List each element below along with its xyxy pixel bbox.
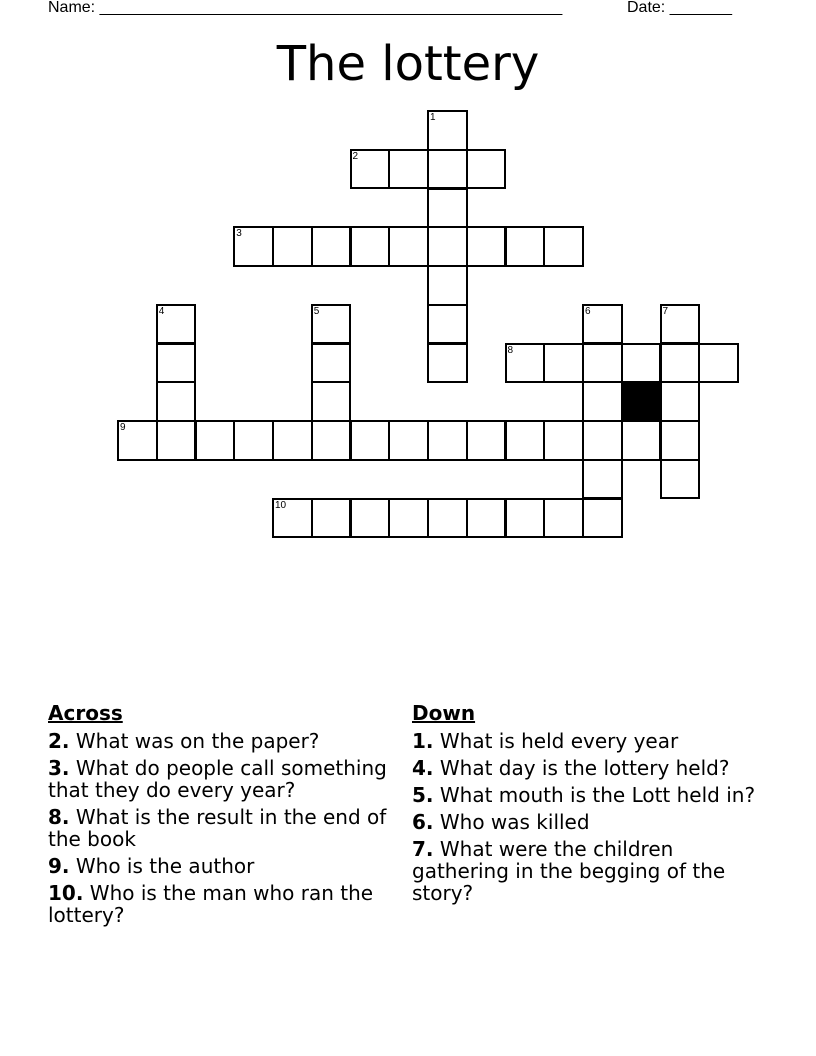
clue-number-label: 9 xyxy=(120,422,126,433)
date-field-label: Date: _______ xyxy=(627,0,732,16)
grid-cell[interactable] xyxy=(466,226,507,267)
grid-cell[interactable] xyxy=(621,343,662,384)
grid-cell[interactable] xyxy=(543,343,584,384)
grid-cell[interactable] xyxy=(350,420,391,461)
grid-cell[interactable] xyxy=(660,381,701,422)
clue-number: 3. xyxy=(48,756,70,780)
grid-cell[interactable] xyxy=(388,420,429,461)
clue-text: What is held every year xyxy=(433,729,679,753)
grid-cell[interactable] xyxy=(156,381,197,422)
clue-text: Who was killed xyxy=(433,810,590,834)
clue-number: 8. xyxy=(48,805,70,829)
clue-number-label: 1 xyxy=(430,112,436,123)
grid-cell[interactable] xyxy=(272,498,313,539)
grid-cell[interactable] xyxy=(311,381,352,422)
grid-cell-blocked xyxy=(621,381,662,422)
grid-cell[interactable] xyxy=(233,420,274,461)
grid-cell[interactable] xyxy=(427,265,468,306)
grid-cell[interactable] xyxy=(117,420,158,461)
down-clues xyxy=(412,702,757,909)
grid-cell[interactable] xyxy=(505,420,546,461)
grid-cell[interactable] xyxy=(698,343,739,384)
clue-number: 1. xyxy=(412,729,434,753)
grid-cell[interactable] xyxy=(195,420,236,461)
clue-number: 5. xyxy=(412,783,434,807)
grid-cell[interactable] xyxy=(388,226,429,267)
grid-cell[interactable] xyxy=(660,343,701,384)
grid-cell[interactable] xyxy=(582,304,623,345)
grid-cell[interactable] xyxy=(660,304,701,345)
clue-down-6 xyxy=(412,811,757,833)
clue-across-3 xyxy=(48,757,393,801)
clue-number-label: 5 xyxy=(313,305,320,317)
clue-across-2 xyxy=(48,730,393,752)
down-heading: Down xyxy=(412,701,476,725)
clue-down-4 xyxy=(412,757,757,779)
clue-number-label: 8 xyxy=(507,344,514,356)
grid-cell[interactable] xyxy=(427,149,468,190)
grid-cell[interactable] xyxy=(233,226,274,267)
across-heading: Across xyxy=(48,701,123,725)
grid-cell[interactable] xyxy=(466,498,507,539)
grid-cell[interactable] xyxy=(311,304,352,345)
grid-cell[interactable] xyxy=(427,498,468,539)
clue-number: 7. xyxy=(412,837,434,861)
grid-cell[interactable] xyxy=(311,498,352,539)
grid-cell[interactable] xyxy=(427,343,468,384)
clue-text: What mouth is the Lott held in? xyxy=(433,783,756,807)
grid-cell[interactable] xyxy=(427,420,468,461)
clue-across-9 xyxy=(48,855,393,877)
grid-cell[interactable] xyxy=(350,149,391,190)
clue-number-label: 4 xyxy=(158,305,165,317)
clue-number-label: 6 xyxy=(585,305,591,317)
grid-cell[interactable] xyxy=(350,226,391,267)
grid-cell[interactable] xyxy=(621,420,662,461)
across-clues xyxy=(48,702,393,931)
grid-cell[interactable] xyxy=(543,226,584,267)
grid-cell[interactable] xyxy=(660,459,701,500)
grid-cell[interactable] xyxy=(272,420,313,461)
grid-cell[interactable] xyxy=(466,149,507,190)
clue-text: What do people call something that they do every year? xyxy=(48,756,387,802)
clue-number: 10. xyxy=(48,881,84,905)
clue-number: 2. xyxy=(48,729,70,753)
clue-number-label: 10 xyxy=(275,499,287,511)
grid-cell[interactable] xyxy=(427,110,468,151)
grid-cell[interactable] xyxy=(543,498,584,539)
clue-across-10 xyxy=(48,882,393,926)
clue-number: 9. xyxy=(48,854,70,878)
grid-cell[interactable] xyxy=(156,304,197,345)
grid-cell[interactable] xyxy=(272,226,313,267)
grid-cell[interactable] xyxy=(505,498,546,539)
grid-cell[interactable] xyxy=(311,343,352,384)
clue-across-8 xyxy=(48,806,393,850)
clue-down-7 xyxy=(412,838,757,904)
clue-text: What were the children gathering in the begging of the story? xyxy=(412,837,726,905)
grid-cell[interactable] xyxy=(582,459,623,500)
grid-cell[interactable] xyxy=(156,343,197,384)
clue-number-label: 7 xyxy=(662,305,669,317)
grid-cell[interactable] xyxy=(311,420,352,461)
grid-cell[interactable] xyxy=(660,420,701,461)
grid-cell[interactable] xyxy=(388,498,429,539)
clue-number: 6. xyxy=(412,810,434,834)
clue-down-5 xyxy=(412,784,757,806)
grid-cell[interactable] xyxy=(466,420,507,461)
grid-cell[interactable] xyxy=(427,188,468,229)
grid-cell[interactable] xyxy=(543,420,584,461)
clue-down-1 xyxy=(412,730,757,752)
grid-cell[interactable] xyxy=(388,149,429,190)
grid-cell[interactable] xyxy=(505,226,546,267)
grid-cell[interactable] xyxy=(311,226,352,267)
clue-text: What day is the lottery held? xyxy=(433,756,730,780)
clue-number-label: 3 xyxy=(236,228,242,240)
name-field-label: Name: ____________________________________________________ xyxy=(48,0,563,16)
grid-cell[interactable] xyxy=(582,420,623,461)
grid-cell[interactable] xyxy=(350,498,391,539)
clue-text: What is the result in the end of the book xyxy=(48,805,387,851)
grid-cell[interactable] xyxy=(582,498,623,539)
clue-text: What was on the paper? xyxy=(69,729,320,753)
clue-text: Who is the man who ran the lottery? xyxy=(48,881,374,927)
grid-cell[interactable] xyxy=(582,343,623,384)
grid-cell[interactable] xyxy=(582,381,623,422)
grid-cell[interactable] xyxy=(156,420,197,461)
grid-cell[interactable] xyxy=(427,226,468,267)
grid-cell[interactable] xyxy=(427,304,468,345)
clue-number: 4. xyxy=(412,756,434,780)
page-title: The lottery xyxy=(276,36,540,92)
clue-number-label: 2 xyxy=(352,150,359,162)
grid-cell[interactable] xyxy=(505,343,546,384)
clue-text: Who is the author xyxy=(69,854,255,878)
